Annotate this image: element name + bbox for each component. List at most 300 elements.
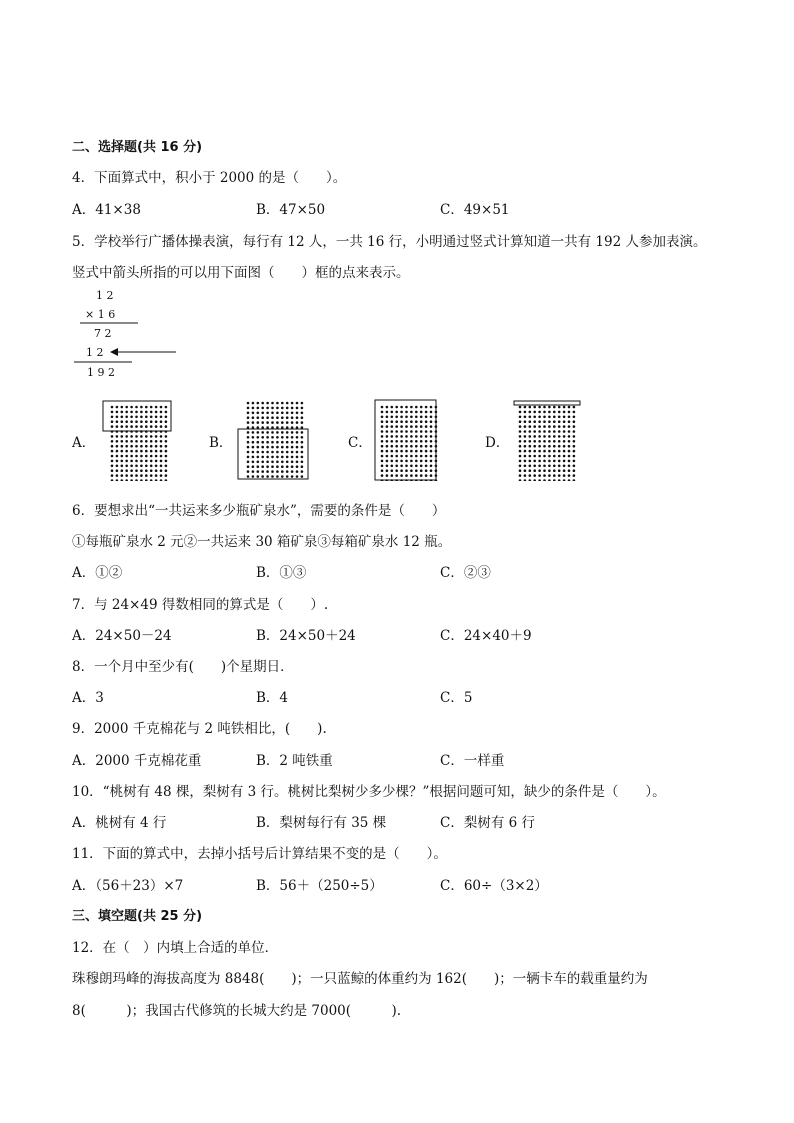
dot bbox=[568, 445, 571, 448]
q5-option-a-dot-grid[interactable] bbox=[100, 399, 176, 481]
dot bbox=[296, 475, 299, 478]
dot bbox=[296, 451, 299, 454]
dot bbox=[121, 435, 124, 438]
dot bbox=[430, 420, 433, 423]
question-8-stem: 8．一个月中至少有( )个星期日． bbox=[72, 659, 294, 675]
dot bbox=[140, 465, 143, 468]
dot bbox=[296, 456, 299, 459]
dot bbox=[548, 425, 551, 428]
dot bbox=[155, 479, 158, 481]
dot bbox=[130, 406, 133, 409]
dot bbox=[155, 435, 158, 438]
dot bbox=[291, 470, 294, 473]
dot bbox=[430, 460, 433, 463]
dot bbox=[252, 416, 255, 419]
q8-option-a[interactable]: A．3 bbox=[72, 690, 104, 706]
q4-option-c[interactable]: C．49×51 bbox=[440, 202, 510, 218]
dot bbox=[519, 455, 522, 458]
dot bbox=[266, 456, 269, 459]
dot bbox=[543, 411, 546, 414]
dot bbox=[121, 445, 124, 448]
dot bbox=[573, 416, 576, 419]
dot bbox=[160, 445, 163, 448]
dot bbox=[252, 407, 255, 410]
dot bbox=[529, 479, 532, 481]
dot bbox=[155, 411, 158, 414]
dot bbox=[533, 465, 536, 468]
dot bbox=[519, 465, 522, 468]
q8-option-b[interactable]: B．4 bbox=[256, 690, 289, 706]
dot bbox=[395, 465, 398, 468]
dot bbox=[563, 411, 566, 414]
dot bbox=[553, 445, 556, 448]
dot bbox=[286, 461, 289, 464]
dot bbox=[553, 440, 556, 443]
dot bbox=[155, 416, 158, 419]
dot bbox=[145, 474, 148, 477]
dot bbox=[415, 455, 418, 458]
dot bbox=[261, 441, 264, 444]
dot bbox=[430, 430, 433, 433]
dot bbox=[125, 411, 128, 414]
dot bbox=[533, 416, 536, 419]
dot bbox=[130, 416, 133, 419]
dot bbox=[430, 411, 433, 414]
dot bbox=[519, 420, 522, 423]
dot bbox=[266, 416, 269, 419]
dot bbox=[381, 450, 384, 453]
dot bbox=[524, 416, 527, 419]
dot bbox=[548, 435, 551, 438]
dot bbox=[519, 425, 522, 428]
dot bbox=[125, 460, 128, 463]
dot bbox=[116, 440, 119, 443]
dot bbox=[247, 441, 250, 444]
dot bbox=[400, 460, 403, 463]
dot bbox=[573, 420, 576, 423]
dot bbox=[529, 430, 532, 433]
dot bbox=[261, 426, 264, 429]
dot bbox=[400, 469, 403, 472]
dot bbox=[524, 406, 527, 409]
dot bbox=[301, 402, 304, 405]
q9-option-a[interactable]: A．2000 千克棉花重 bbox=[72, 753, 202, 769]
dot bbox=[381, 445, 384, 448]
dot bbox=[116, 455, 119, 458]
dot bbox=[573, 430, 576, 433]
dot bbox=[116, 411, 119, 414]
dot bbox=[111, 406, 114, 409]
dot bbox=[160, 460, 163, 463]
dot bbox=[563, 445, 566, 448]
dot bbox=[276, 461, 279, 464]
dot bbox=[573, 474, 576, 477]
dot bbox=[519, 406, 522, 409]
dot bbox=[430, 425, 433, 428]
dot bbox=[558, 474, 561, 477]
q6-option-b[interactable]: B．①③ bbox=[256, 565, 307, 581]
dot bbox=[391, 445, 394, 448]
dot bbox=[558, 440, 561, 443]
dot bbox=[410, 460, 413, 463]
dot bbox=[395, 450, 398, 453]
dot bbox=[111, 435, 114, 438]
dot bbox=[425, 430, 428, 433]
dot bbox=[538, 474, 541, 477]
dot bbox=[548, 479, 551, 481]
dot bbox=[381, 474, 384, 477]
dot bbox=[391, 430, 394, 433]
dot bbox=[266, 426, 269, 429]
dot bbox=[553, 465, 556, 468]
dot bbox=[140, 411, 143, 414]
dot bbox=[286, 441, 289, 444]
dot bbox=[266, 407, 269, 410]
dot bbox=[533, 460, 536, 463]
calc-row-72: 7 2 bbox=[94, 327, 112, 340]
dot bbox=[111, 455, 114, 458]
dot bbox=[286, 436, 289, 439]
dot bbox=[524, 420, 527, 423]
dot bbox=[281, 402, 284, 405]
dot bbox=[286, 421, 289, 424]
dot bbox=[121, 474, 124, 477]
q5-option-c-dot-grid[interactable] bbox=[374, 399, 438, 481]
question-6-conditions: ①每瓶矿泉水 2 元②一共运来 30 箱矿泉③每箱矿泉水 12 瓶。 bbox=[72, 534, 452, 550]
dot bbox=[400, 411, 403, 414]
dot bbox=[130, 460, 133, 463]
q6-option-c[interactable]: C．②③ bbox=[440, 565, 491, 581]
dot bbox=[538, 465, 541, 468]
dot bbox=[286, 412, 289, 415]
dot bbox=[548, 406, 551, 409]
dot bbox=[415, 474, 418, 477]
highlight-frame-one-row bbox=[514, 401, 580, 405]
dot bbox=[261, 475, 264, 478]
dot bbox=[425, 425, 428, 428]
dot bbox=[135, 411, 138, 414]
dot bbox=[420, 440, 423, 443]
dot bbox=[130, 411, 133, 414]
q10-option-b[interactable]: B．梨树每行有 35 棵 bbox=[256, 815, 387, 831]
dot bbox=[301, 436, 304, 439]
dot bbox=[568, 469, 571, 472]
q11-option-b[interactable]: B．56＋（250÷5） bbox=[256, 878, 383, 894]
dot bbox=[533, 469, 536, 472]
dot bbox=[271, 475, 274, 478]
dot bbox=[266, 475, 269, 478]
dot bbox=[415, 445, 418, 448]
dot bbox=[165, 465, 168, 468]
q5-option-c-label[interactable]: C． bbox=[348, 435, 372, 451]
dot bbox=[165, 406, 168, 409]
question-12-line1: 珠穆朗玛峰的海拔高度为 8848( )；一只蓝鲸的体重约为 162( )；一辆卡车的载重量约为 bbox=[72, 971, 648, 987]
dot bbox=[391, 460, 394, 463]
dot bbox=[558, 479, 561, 481]
dot bbox=[558, 430, 561, 433]
dot bbox=[130, 425, 133, 428]
dot bbox=[519, 440, 522, 443]
dot bbox=[150, 440, 153, 443]
dot bbox=[391, 411, 394, 414]
dot bbox=[430, 445, 433, 448]
dot bbox=[420, 430, 423, 433]
dot bbox=[261, 470, 264, 473]
dot bbox=[271, 461, 274, 464]
dot bbox=[296, 402, 299, 405]
dot bbox=[252, 412, 255, 415]
calc-row-12: 1 2 bbox=[96, 289, 114, 302]
dot bbox=[386, 474, 389, 477]
dot bbox=[568, 465, 571, 468]
dot bbox=[145, 469, 148, 472]
dot bbox=[121, 450, 124, 453]
dot bbox=[140, 416, 143, 419]
dot bbox=[533, 430, 536, 433]
dot bbox=[286, 446, 289, 449]
dot bbox=[291, 402, 294, 405]
dot bbox=[257, 451, 260, 454]
dot bbox=[519, 435, 522, 438]
dot bbox=[252, 436, 255, 439]
dot bbox=[125, 420, 128, 423]
dot bbox=[538, 445, 541, 448]
dot bbox=[296, 421, 299, 424]
q4-option-a[interactable]: A．41×38 bbox=[72, 202, 141, 218]
dot bbox=[150, 465, 153, 468]
dot bbox=[553, 469, 556, 472]
dot bbox=[276, 465, 279, 468]
dot bbox=[400, 420, 403, 423]
q6-option-a[interactable]: A．①② bbox=[72, 565, 123, 581]
dot bbox=[519, 479, 522, 481]
dot bbox=[425, 420, 428, 423]
dot bbox=[558, 455, 561, 458]
q5-option-b-label[interactable]: B． bbox=[209, 435, 233, 451]
dot bbox=[519, 474, 522, 477]
dot bbox=[286, 416, 289, 419]
q10-option-a[interactable]: A．桃树有 4 行 bbox=[72, 815, 167, 831]
dot bbox=[257, 426, 260, 429]
dot bbox=[381, 455, 384, 458]
dot bbox=[165, 416, 168, 419]
q11-option-c[interactable]: C．60÷（3×2） bbox=[440, 878, 548, 894]
dot bbox=[524, 479, 527, 481]
dot bbox=[543, 474, 546, 477]
dot bbox=[140, 440, 143, 443]
dot bbox=[529, 411, 532, 414]
dot bbox=[121, 465, 124, 468]
dot bbox=[519, 416, 522, 419]
q10-option-c[interactable]: C．梨树有 6 行 bbox=[440, 815, 536, 831]
dot bbox=[271, 465, 274, 468]
dot bbox=[276, 421, 279, 424]
dot bbox=[145, 465, 148, 468]
dot bbox=[291, 416, 294, 419]
dot bbox=[271, 426, 274, 429]
dot bbox=[543, 460, 546, 463]
dot bbox=[271, 446, 274, 449]
q5-option-d-dot-grid[interactable] bbox=[512, 399, 582, 481]
dot bbox=[140, 420, 143, 423]
dot bbox=[430, 469, 433, 472]
dot bbox=[533, 435, 536, 438]
dot bbox=[125, 474, 128, 477]
question-10-stem: 10．“桃树有 48 棵，梨树有 3 行。桃树比梨树少多少棵？”根据问题可知，缺少的条件是（ ）。 bbox=[72, 784, 666, 800]
dot bbox=[247, 475, 250, 478]
dot bbox=[116, 450, 119, 453]
dot bbox=[135, 435, 138, 438]
dot bbox=[125, 455, 128, 458]
dot bbox=[291, 451, 294, 454]
dot bbox=[548, 420, 551, 423]
dot bbox=[533, 411, 536, 414]
dot bbox=[125, 406, 128, 409]
dot bbox=[381, 435, 384, 438]
q9-option-b[interactable]: B．2 吨铁重 bbox=[256, 753, 333, 769]
dot bbox=[568, 450, 571, 453]
dot bbox=[160, 455, 163, 458]
dot bbox=[415, 440, 418, 443]
dot bbox=[121, 455, 124, 458]
q7-option-a[interactable]: A．24×50－24 bbox=[72, 628, 172, 644]
dot bbox=[125, 469, 128, 472]
calc-row-12-shifted: 1 2 bbox=[86, 346, 104, 359]
dot bbox=[543, 420, 546, 423]
dot bbox=[125, 445, 128, 448]
dot bbox=[425, 435, 428, 438]
dot bbox=[276, 451, 279, 454]
dot bbox=[548, 411, 551, 414]
q5-option-a-label[interactable]: A． bbox=[72, 435, 96, 451]
dot bbox=[395, 406, 398, 409]
dot bbox=[276, 407, 279, 410]
dot bbox=[386, 435, 389, 438]
dot bbox=[276, 470, 279, 473]
dot bbox=[524, 430, 527, 433]
dot bbox=[150, 445, 153, 448]
dot bbox=[276, 441, 279, 444]
dot bbox=[301, 461, 304, 464]
dot bbox=[548, 460, 551, 463]
question-11-stem: 11．下面的算式中，去掉小括号后计算结果不变的是（ ）。 bbox=[72, 846, 447, 862]
dot bbox=[266, 431, 269, 434]
dot bbox=[111, 465, 114, 468]
dot bbox=[281, 421, 284, 424]
dot bbox=[529, 469, 532, 472]
dot bbox=[291, 465, 294, 468]
dot bbox=[538, 430, 541, 433]
q4-option-b[interactable]: B．47×50 bbox=[256, 202, 326, 218]
dot bbox=[415, 416, 418, 419]
dot bbox=[395, 420, 398, 423]
q11-option-a[interactable]: A．（56＋23）×7 bbox=[72, 878, 184, 894]
dot bbox=[165, 469, 168, 472]
dot bbox=[296, 441, 299, 444]
dot bbox=[150, 474, 153, 477]
dot bbox=[563, 425, 566, 428]
dot bbox=[130, 479, 133, 481]
q8-option-c[interactable]: C．5 bbox=[440, 690, 473, 706]
question-7-stem: 7．与 24×49 得数相同的算式是（ ）. bbox=[72, 597, 329, 613]
dot bbox=[430, 440, 433, 443]
dot bbox=[145, 440, 148, 443]
dot bbox=[543, 416, 546, 419]
dot bbox=[410, 445, 413, 448]
dot bbox=[395, 425, 398, 428]
dot bbox=[563, 455, 566, 458]
dot bbox=[247, 412, 250, 415]
dot bbox=[538, 425, 541, 428]
dot bbox=[155, 474, 158, 477]
dot bbox=[543, 469, 546, 472]
dot bbox=[553, 406, 556, 409]
calc-line-1 bbox=[80, 322, 140, 324]
q5-option-d-label[interactable]: D． bbox=[485, 435, 510, 451]
dot bbox=[533, 479, 536, 481]
dot bbox=[548, 450, 551, 453]
dot bbox=[553, 420, 556, 423]
q9-option-c[interactable]: C．一样重 bbox=[440, 753, 505, 769]
dot bbox=[291, 412, 294, 415]
dot bbox=[425, 406, 428, 409]
dot bbox=[296, 426, 299, 429]
dot bbox=[160, 440, 163, 443]
dot bbox=[430, 416, 433, 419]
dot bbox=[135, 450, 138, 453]
dot bbox=[247, 421, 250, 424]
dot bbox=[261, 451, 264, 454]
dot bbox=[386, 445, 389, 448]
dot bbox=[529, 474, 532, 477]
calc-row-192: 1 9 2 bbox=[87, 366, 115, 379]
dot bbox=[405, 416, 408, 419]
dot bbox=[301, 426, 304, 429]
dot bbox=[252, 456, 255, 459]
q7-option-b[interactable]: B．24×50＋24 bbox=[256, 628, 356, 644]
dot bbox=[150, 435, 153, 438]
q5-option-b-dot-grid[interactable] bbox=[236, 399, 312, 481]
dot bbox=[533, 474, 536, 477]
dot bbox=[111, 460, 114, 463]
dot bbox=[386, 465, 389, 468]
dot bbox=[135, 469, 138, 472]
dot bbox=[116, 474, 119, 477]
question-5-stem-line1: 5．学校举行广播体操表演，每行有 12 人，一共 16 行，小明通过竖式计算知道一共有 192 人参加表演。 bbox=[72, 234, 707, 250]
dot bbox=[425, 455, 428, 458]
dot bbox=[165, 425, 168, 428]
dot bbox=[410, 440, 413, 443]
dot bbox=[381, 406, 384, 409]
dot bbox=[247, 416, 250, 419]
dot bbox=[301, 412, 304, 415]
dot bbox=[420, 450, 423, 453]
dot bbox=[261, 431, 264, 434]
dot bbox=[519, 411, 522, 414]
dot bbox=[563, 435, 566, 438]
dot bbox=[538, 469, 541, 472]
dot bbox=[150, 416, 153, 419]
q7-option-c[interactable]: C．24×40＋9 bbox=[440, 628, 532, 644]
dot bbox=[116, 465, 119, 468]
dot bbox=[533, 425, 536, 428]
dot bbox=[160, 469, 163, 472]
dot bbox=[160, 420, 163, 423]
dot bbox=[386, 440, 389, 443]
dot bbox=[247, 431, 250, 434]
dot bbox=[121, 406, 124, 409]
question-5-stem-line2: 竖式中箭头所指的可以用下面图（ ）框的点来表示。 bbox=[72, 265, 410, 281]
